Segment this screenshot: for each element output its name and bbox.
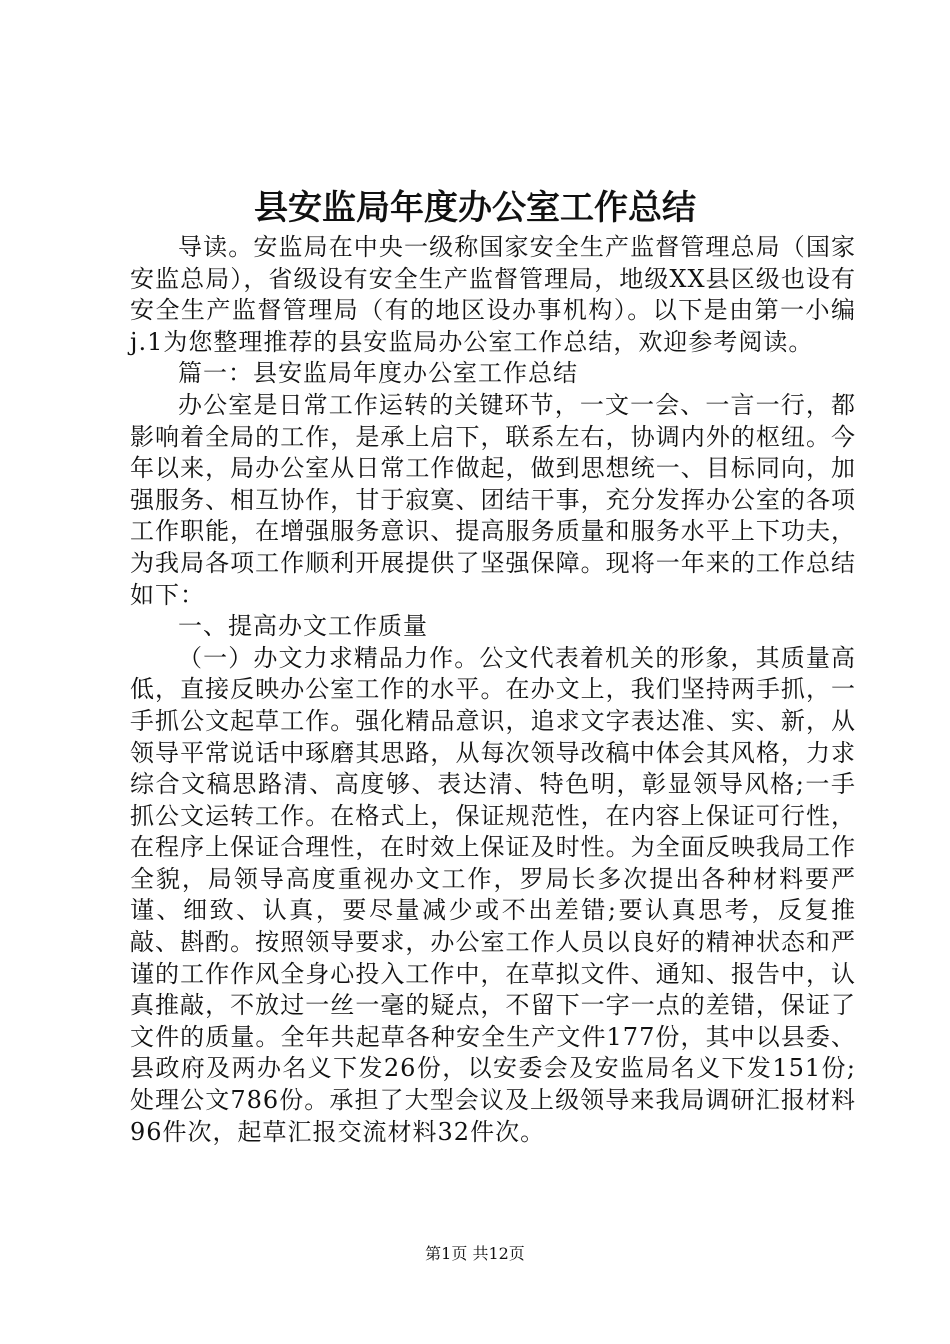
section-heading-part-one: 篇一：县安监局年度办公室工作总结 <box>178 359 578 388</box>
body-paragraph: （一）办文力求精品力作。公文代表着机关的形象，其质量高低，直接反映办公室工作的水平。在办文上，我们坚持两手抓，一手抓公文起草工作。强化精品意识，追求文字表达准、实、新，从领导平常说话中琢磨其思路，从每次领导改稿中体会其风格，力求综合文稿思路清、高度够、表达清、特色明，彰显领导风格;一手抓公文运转工作。在格式上，保证规范性，在内容上保证可行性，在程序上保证合理性，在时效上保证及时性。为全面反映我局工作全貌，局领导高度重视办文工作，罗局长多次提出各种材料要严谨、细致、认真，要尽量减少或不出差错;要认真思考，反复推敲、斟酌。按照领导要求，办公室工作人员以良好的精神状态和严谨的工作作风全身心投入工作中，在草拟文件、通知、报告中，认真推敲，不放过一丝一毫的疑点，不留下一字一点的差错，保证了文件的质量。全年共起草各种安全生产文件177份，其中以县委、县政府及两办名义下发26份，以安委会及安监局名义下发151份;处理公文786份。承担了大型会议及上级领导来我局调研汇报材料96件次，起草汇报交流材料32件次。 <box>130 643 856 1146</box>
document-body <box>130 232 856 1148</box>
document-title: 县安监局年度办公室工作总结 <box>254 188 696 228</box>
intro-paragraph: 导读。安监局在中央一级称国家安全生产监督管理总局（国家安监总局），省级设有安全生产监督管理局，地级XX县区级也设有安全生产监督管理局（有的地区设办事机构）。以下是由第一小编j.1为您整理推荐的县安监局办公室工作总结，欢迎参考阅读。 <box>130 233 856 356</box>
section-heading-1: 一、提高办文工作质量 <box>178 612 428 641</box>
body-paragraph: 办公室是日常工作运转的关键环节，一文一会、一言一行，都影响着全局的工作，是承上启下，联系左右，协调内外的枢纽。今年以来，局办公室从日常工作做起，做到思想统一、目标同向，加强服务、相互协作，甘于寂寞、团结干事，充分发挥办公室的各项工作职能，在增强服务意识、提高服务质量和服务水平上下功夫，为我局各项工作顺利开展提供了坚强保障。现将一年来的工作总结如下： <box>130 390 856 609</box>
page-number-footer: 第1页 共12页 <box>425 1244 525 1263</box>
